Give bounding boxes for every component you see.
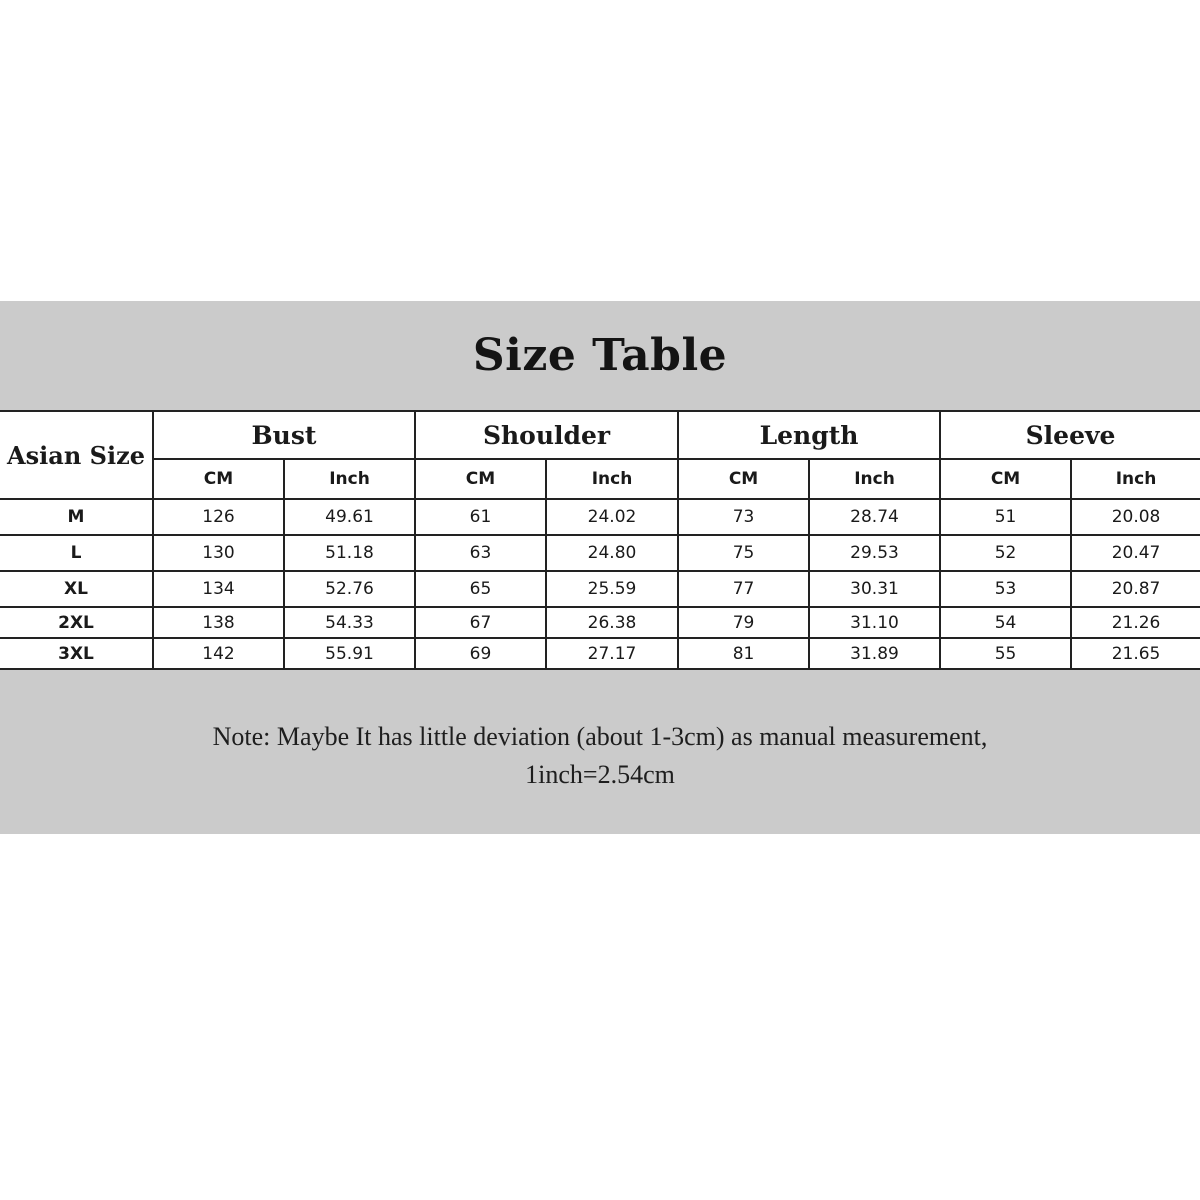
unit-header-row xyxy=(0,459,1200,499)
table-cell: 81 xyxy=(678,638,809,669)
table-cell: 79 xyxy=(678,607,809,638)
table-cell: 77 xyxy=(678,571,809,607)
unit-header: CM xyxy=(678,459,809,499)
table-row xyxy=(0,535,1200,571)
bust-header: Bust xyxy=(153,411,415,459)
table-cell: 73 xyxy=(678,499,809,535)
unit-header: Inch xyxy=(546,459,678,499)
table-cell: 55 xyxy=(940,638,1071,669)
table-cell: 25.59 xyxy=(546,571,678,607)
measurement-note xyxy=(0,718,1200,794)
table-cell: 20.87 xyxy=(1071,571,1200,607)
table-cell: 31.89 xyxy=(809,638,940,669)
table-cell: 51 xyxy=(940,499,1071,535)
table-cell: 69 xyxy=(415,638,546,669)
table-row xyxy=(0,638,1200,669)
table-cell: 52.76 xyxy=(284,571,415,607)
size-table xyxy=(0,410,1200,670)
table-cell: 31.10 xyxy=(809,607,940,638)
table-cell: 49.61 xyxy=(284,499,415,535)
unit-header: Inch xyxy=(1071,459,1200,499)
table-cell: 61 xyxy=(415,499,546,535)
table-cell: 20.47 xyxy=(1071,535,1200,571)
table-row xyxy=(0,607,1200,638)
note-line-1: Note: Maybe It has little deviation (about 1-3cm) as manual measurement, xyxy=(212,722,988,751)
table-cell: 20.08 xyxy=(1071,499,1200,535)
size-label: 2XL xyxy=(0,607,153,638)
table-cell: 29.53 xyxy=(809,535,940,571)
table-cell: 21.26 xyxy=(1071,607,1200,638)
table-cell: 142 xyxy=(153,638,284,669)
unit-header: Inch xyxy=(809,459,940,499)
size-label: L xyxy=(0,535,153,571)
size-label: XL xyxy=(0,571,153,607)
table-cell: 65 xyxy=(415,571,546,607)
sleeve-header: Sleeve xyxy=(940,411,1200,459)
table-cell: 138 xyxy=(153,607,284,638)
table-cell: 27.17 xyxy=(546,638,678,669)
table-cell: 51.18 xyxy=(284,535,415,571)
table-cell: 54 xyxy=(940,607,1071,638)
table-row xyxy=(0,571,1200,607)
size-label: M xyxy=(0,499,153,535)
size-label: 3XL xyxy=(0,638,153,669)
unit-header: CM xyxy=(415,459,546,499)
table-row xyxy=(0,499,1200,535)
table-cell: 52 xyxy=(940,535,1071,571)
asian-size-header: Asian Size xyxy=(0,411,153,499)
unit-header: Inch xyxy=(284,459,415,499)
table-cell: 26.38 xyxy=(546,607,678,638)
table-cell: 126 xyxy=(153,499,284,535)
table-cell: 24.80 xyxy=(546,535,678,571)
length-header: Length xyxy=(678,411,940,459)
table-cell: 30.31 xyxy=(809,571,940,607)
page-title: Size Table xyxy=(472,329,728,381)
table-cell: 134 xyxy=(153,571,284,607)
table-cell: 24.02 xyxy=(546,499,678,535)
group-header-row xyxy=(0,411,1200,459)
unit-header: CM xyxy=(153,459,284,499)
table-cell: 21.65 xyxy=(1071,638,1200,669)
table-cell: 54.33 xyxy=(284,607,415,638)
table-cell: 28.74 xyxy=(809,499,940,535)
table-cell: 55.91 xyxy=(284,638,415,669)
table-cell: 130 xyxy=(153,535,284,571)
table-cell: 75 xyxy=(678,535,809,571)
unit-header: CM xyxy=(940,459,1071,499)
table-cell: 63 xyxy=(415,535,546,571)
shoulder-header: Shoulder xyxy=(415,411,678,459)
table-cell: 53 xyxy=(940,571,1071,607)
note-line-2: 1inch=2.54cm xyxy=(525,760,675,789)
table-cell: 67 xyxy=(415,607,546,638)
